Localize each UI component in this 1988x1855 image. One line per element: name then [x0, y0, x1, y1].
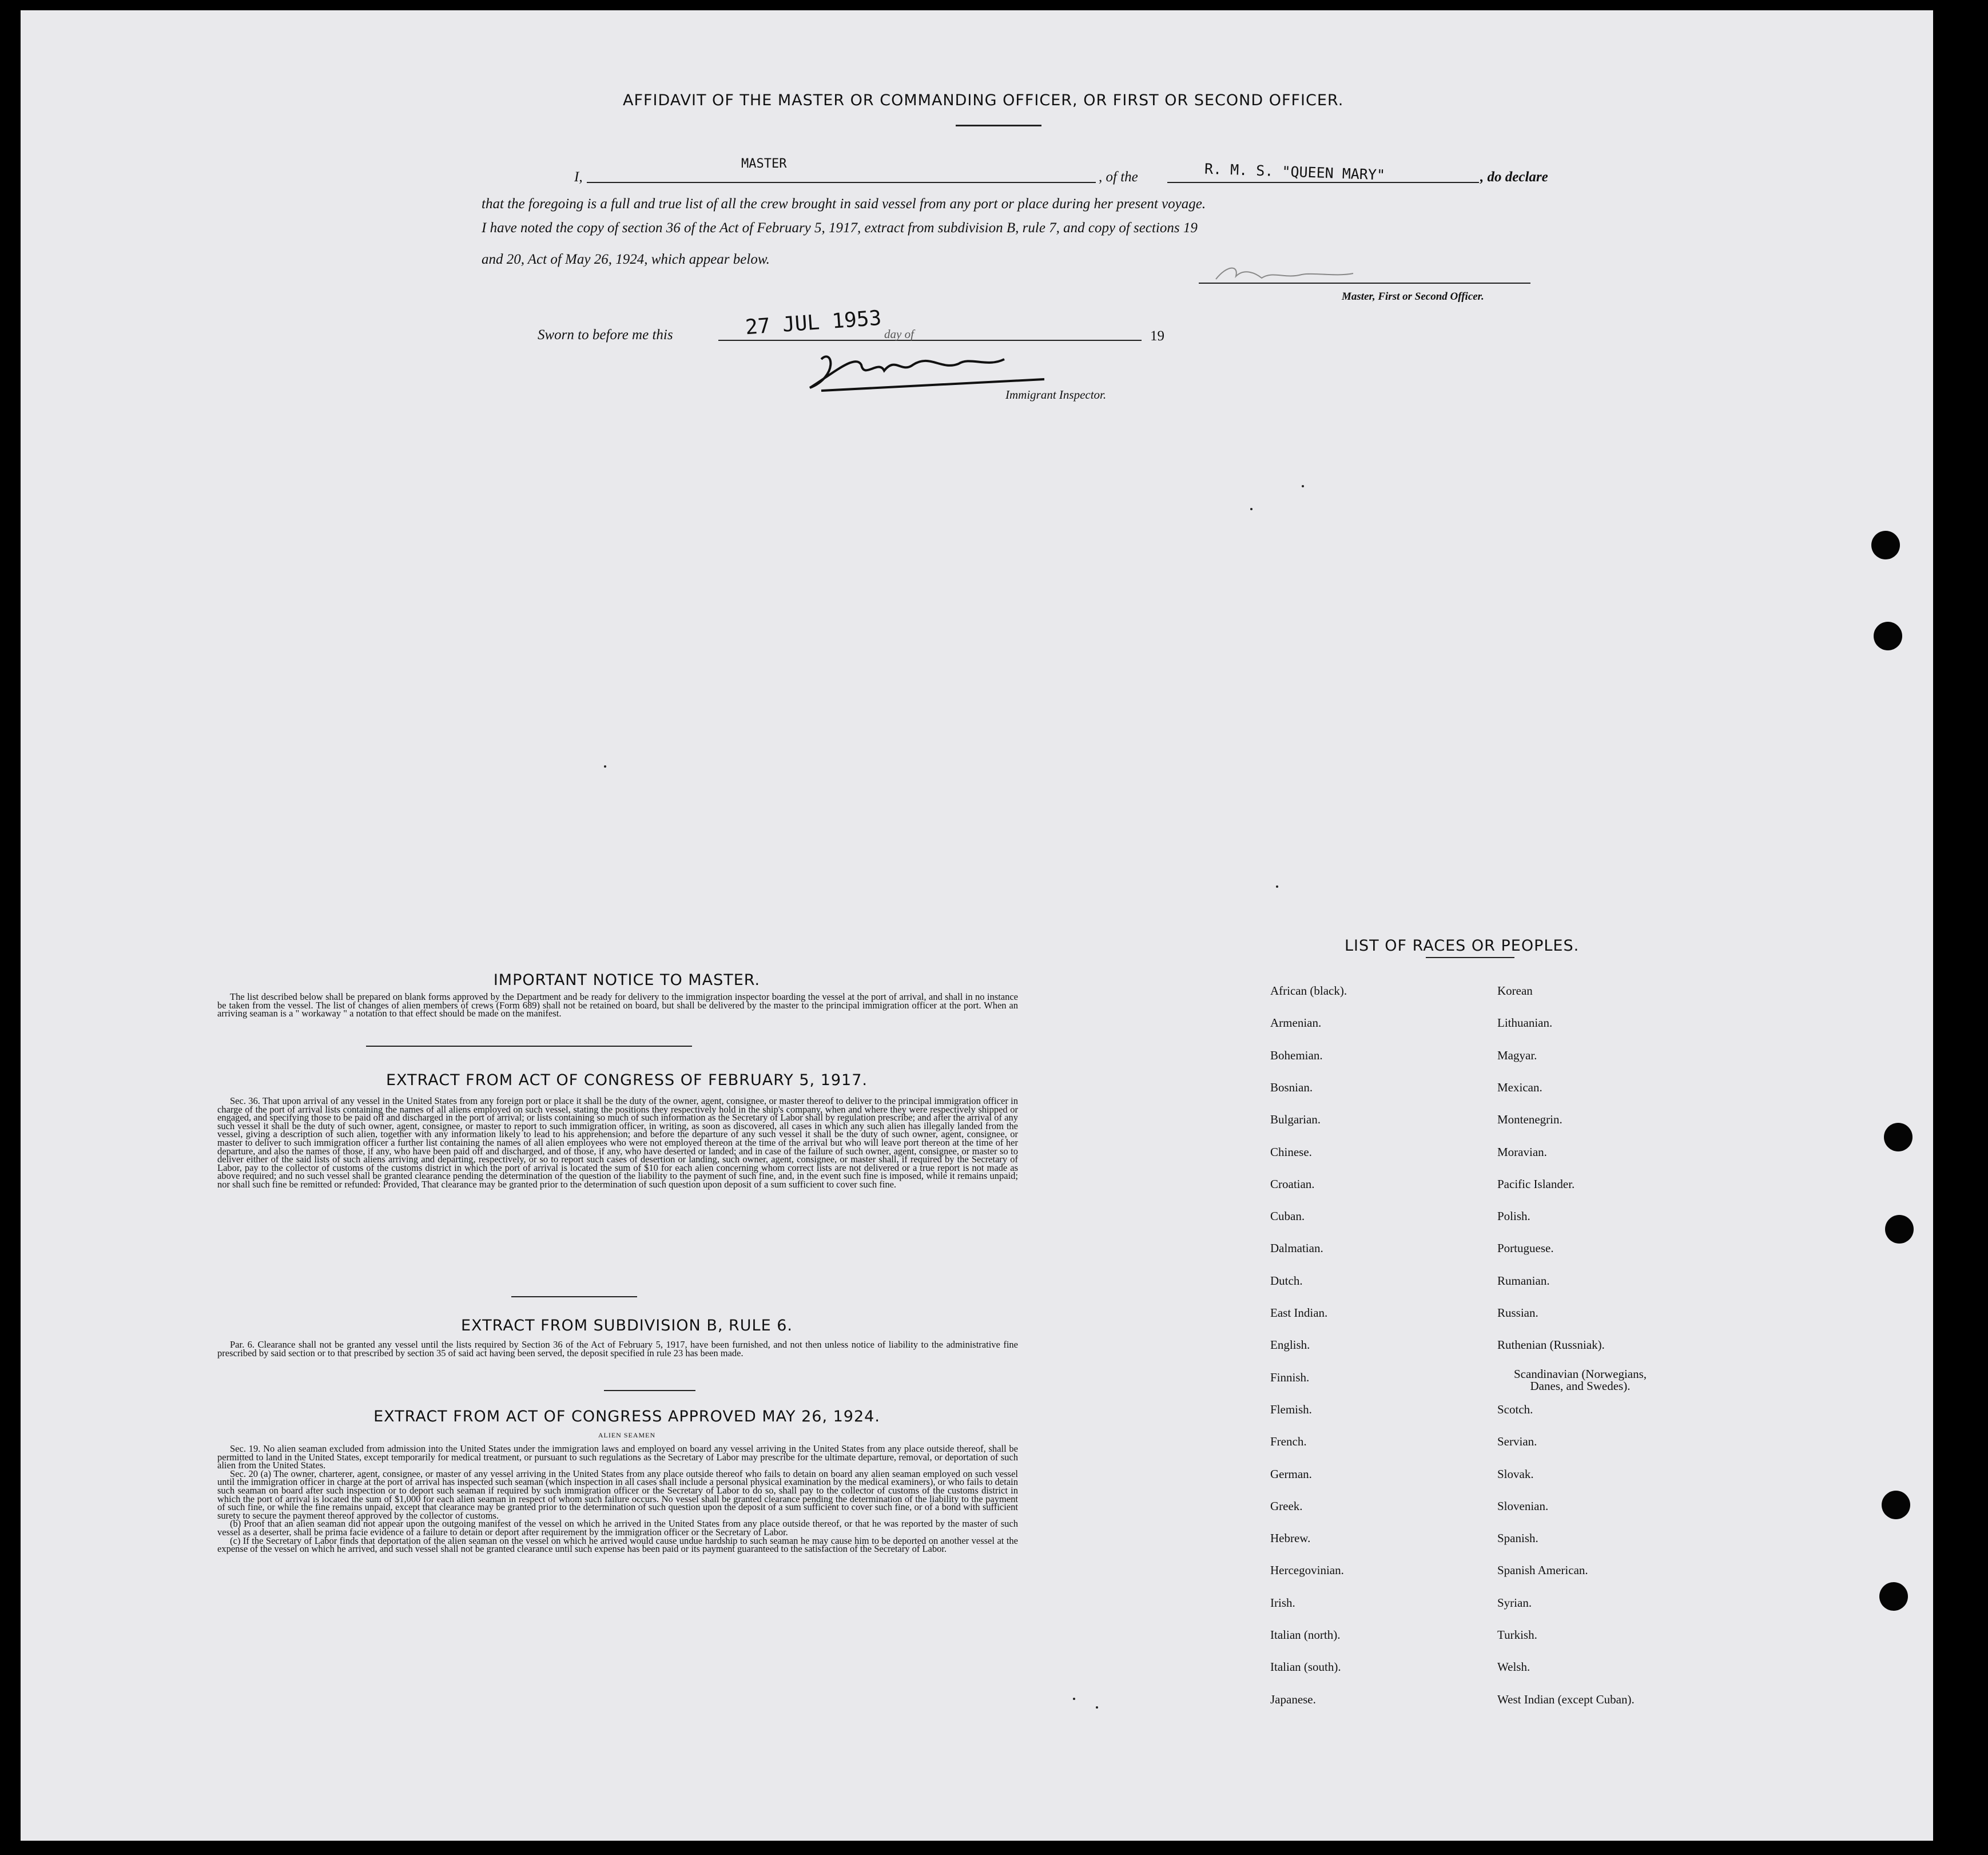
race-left-item: Dalmatian. — [1270, 1241, 1323, 1256]
race-left-item: English. — [1270, 1338, 1310, 1352]
extract-1917-heading: EXTRACT FROM ACT OF CONGRESS OF FEBRUARY 5, 1917. — [386, 1071, 868, 1089]
year-prefix: 19 — [1150, 328, 1164, 344]
race-right-item: Korean — [1497, 984, 1533, 998]
i-label: I, — [574, 169, 583, 185]
race-right-item: Welsh. — [1497, 1660, 1530, 1674]
race-right-item: Turkish. — [1497, 1628, 1537, 1642]
race-right-item: West Indian (except Cuban). — [1497, 1692, 1635, 1706]
race-left-item: African (black). — [1270, 984, 1347, 998]
race-left-item: Bulgarian. — [1270, 1113, 1321, 1127]
race-right-item: Pacific Islander. — [1497, 1177, 1575, 1191]
notice-body: The list described below shall be prepared on blank forms approved by the Department and be ready for delivery to the immigration inspector boarding the vessel at the port of arrival, and shall in no instance be taken from the vessel. The list of changes of alien members of crews (Form 689) shall not be retained on board, but shall be delivered by the master to the principal immigration officer at the port. When an arriving seaman is a " workaway " a notation to that effect should be made on the manifest. — [217, 991, 1018, 1019]
race-right-item: Scotch. — [1497, 1402, 1533, 1416]
notice-heading: IMPORTANT NOTICE TO MASTER. — [493, 971, 761, 989]
race-right-item: Montenegrin. — [1497, 1113, 1562, 1127]
punch-hole — [1879, 1582, 1908, 1611]
race-left-item: Japanese. — [1270, 1692, 1316, 1706]
notice-rule — [366, 1046, 692, 1047]
extract-1924-body: Sec. 19. No alien seaman excluded from admission into the United States under the immigration laws and employed on board any vessel arriving in the United States from any place outside thereof, shall be permitted to land in the United States, except temporarily for medical treatment, or pursuant to such regulations as the Secretary of Labor may prescribe for the ultimate departure, removal, or deportation of such alien from the United States. Sec. 20 (a) The owner, charterer, agent, consignee, or master of any vessel arriving in the United States from any place outside thereof who fails to detain on board any alien seaman employed on such vessel until the immigration officer in charge at the port of arrival has inspected such seaman (which inspection in all cases shall include a personal physical examination by the medical examiners), or who fails to detain such seaman on board after such inspection or to deport such seaman if required by such immigration officer or the Secretary of Labor to do so, shall pay to the collector of customs of the customs district in which the port of arrival is located the sum of $1,000 for each alien seaman in respect of whom such failure occurs. No vessel shall be granted clearance pending the determination of the liability to the payment of such fine, or while the fine remains unpaid, except that clearance may be granted prior to the determination of such question upon the deposit of a sum sufficient to cover such fine, or of a bond with sufficient surety to secure the payment thereof approved by the collector of customs. (b) Proof that an alien seaman did not appear upon the outgoing manifest of the vessel on which he arrived in the United States from any place outside thereof, or that he was reported by the master of such vessel as a deserter, shall be prima facie evidence of a failure to detain or deport after requirement by the immigration officer or the Secretary of Labor. (c) If the Secretary of Labor finds that deportation of the alien seaman on the vessel on which he arrived would cause undue hardship to such seaman he may cause him to be deported on another vessel at the expense of the vessel on which he arrived, and such vessel shall not be granted clearance until such expense has been paid or its payment guaranteed to the satisfaction of the Secretary of Labor. — [217, 1443, 1018, 1555]
race-right-item: Syrian. — [1497, 1595, 1532, 1610]
extract-1917-body: Sec. 36. That upon arrival of any vessel in the United States from any foreign port or place it shall be the duty of the owner, agent, consignee, or master thereof to deliver to the principal immigration officer in charge of the port of arrival lists containing the names of all aliens employed on such vessel, stating the positions they respectively hold in the ship's company, when and where they were respectively shipped or engaged, and specifying those to be paid off and discharged in the port of arrival; or lists containing so much of such information as the Secretary of Labor shall by regulation prescribe; and after the arrival of any such vessel it shall be the duty of such owner, agent, consignee, or master to report to such immigration officer, in writing, as soon as discovered, all cases in which any such alien has illegally landed from the vessel, giving a description of such alien, together with any information likely to lead to his apprehension; and before the departure of any such vessel it shall be the duty of such owner, agent, consignee, or master to deliver to such immigration officer a further list containing the names of all alien employees who were not employed thereon at the time of the arrival but who will leave port thereon at the time of her departure, and also the names of those, if any, who have been paid off and discharged, and of those, if any, who have deserted or landed; and in case of the failure of such owner, agent, consignee, or master so to deliver either of the said lists of such aliens arriving and departing, respectively, or so to report such cases of desertion or landing, such owner, agent, consignee, or master shall, if required by the Secretary of Labor, pay to the collector of customs of the customs district in which the port of arrival is located the sum of $10 for each alien concerning whom correct lists are not delivered or a true report is not made as above required; and no such vessel shall be granted clearance pending the determination of the question of the liability to the payment of such fine, and, in the event such fine is imposed, while it remains unpaid; nor shall such fine be remitted or refunded: Provided, That clearance may be granted prior to the determination of such question upon deposit of a sum sufficient to cover such fine. — [217, 1095, 1018, 1190]
race-left-item: Finnish. — [1270, 1370, 1310, 1384]
race-left-item: Cuban. — [1270, 1209, 1305, 1224]
race-right-item: Rumanian. — [1497, 1273, 1550, 1288]
affidavit-title: AFFIDAVIT OF THE MASTER OR COMMANDING OFFICER, OR FIRST OR SECOND OFFICER. — [623, 92, 1344, 109]
affidavit-text-line-2: I have noted the copy of section 36 of the Act of February 5, 1917, extract from subdivision B, rule 7, and copy of sections 19 — [482, 220, 1198, 236]
sworn-label: Sworn to before me this — [538, 327, 673, 343]
name-line — [587, 182, 1096, 183]
race-left-item: Flemish. — [1270, 1402, 1312, 1416]
vessel-line — [1167, 182, 1479, 183]
sworn-line — [718, 340, 1142, 341]
race-right-item: Slovenian. — [1497, 1499, 1549, 1513]
race-left-item: East Indian. — [1270, 1306, 1328, 1320]
race-right-item: Ruthenian (Russniak). — [1497, 1338, 1605, 1352]
race-right-item: Magyar. — [1497, 1048, 1537, 1062]
subdivision-b-heading: EXTRACT FROM SUBDIVISION B, RULE 6. — [461, 1317, 793, 1334]
race-right-item: Polish. — [1497, 1209, 1530, 1224]
race-right-item: Mexican. — [1497, 1080, 1542, 1094]
affidavit-text-line-1: that the foregoing is a full and true list of all the crew brought in said vessel from any port or place during her present voyage. — [482, 196, 1206, 212]
race-right-item: Lithuanian. — [1497, 1016, 1553, 1030]
race-left-item: Hercegovinian. — [1270, 1563, 1344, 1578]
race-right-item: Spanish American. — [1497, 1563, 1588, 1578]
race-left-item: Armenian. — [1270, 1016, 1322, 1030]
affidavit-text-line-3: and 20, Act of May 26, 1924, which appear below. — [482, 252, 770, 267]
officer-caption: Master, First or Second Officer. — [1342, 291, 1484, 303]
punch-hole — [1882, 1491, 1910, 1519]
race-right-item: Servian. — [1497, 1435, 1537, 1449]
race-left-item: Bohemian. — [1270, 1048, 1323, 1062]
title-rule — [956, 125, 1041, 126]
race-right-item: Russian. — [1497, 1306, 1538, 1320]
race-left-item: Italian (south). — [1270, 1660, 1341, 1674]
subdivision-b-rule — [604, 1390, 695, 1391]
races-rule — [1426, 957, 1514, 958]
of-the-label: , of the — [1099, 169, 1138, 185]
race-left-item: Croatian. — [1270, 1177, 1315, 1191]
date-stamp: 27 JUL 1953 — [744, 306, 882, 340]
punch-hole — [1885, 1215, 1914, 1244]
punch-hole — [1874, 622, 1902, 650]
races-heading: LIST OF RACES OR PEOPLES. — [1345, 937, 1580, 955]
extract-1924-heading: EXTRACT FROM ACT OF CONGRESS APPROVED MAY 26, 1924. — [373, 1408, 880, 1425]
punch-hole — [1871, 531, 1900, 559]
race-left-item: Chinese. — [1270, 1145, 1312, 1159]
officer-signature — [1210, 262, 1359, 288]
race-right-item: Slovak. — [1497, 1467, 1534, 1481]
race-right-item: Scandinavian (Norwegians, Danes, and Swedes). — [1513, 1367, 1647, 1393]
race-left-item: Hebrew. — [1270, 1531, 1311, 1546]
alien-seamen-subheading: ALIEN SEAMEN — [598, 1431, 656, 1439]
do-declare-label: , do declare — [1480, 169, 1548, 185]
race-left-item: Bosnian. — [1270, 1080, 1313, 1094]
race-left-item: German. — [1270, 1467, 1312, 1481]
rank-stamp: MASTER — [741, 157, 787, 171]
race-right-item: Spanish. — [1497, 1531, 1538, 1546]
document-page — [21, 10, 1933, 1841]
inspector-caption: Immigrant Inspector. — [1005, 388, 1107, 402]
race-left-item: Italian (north). — [1270, 1628, 1341, 1642]
race-left-item: Dutch. — [1270, 1273, 1303, 1288]
vessel-stamp: R. M. S. "QUEEN MARY" — [1204, 160, 1386, 184]
race-left-item: Irish. — [1270, 1595, 1295, 1610]
punch-hole — [1884, 1123, 1913, 1151]
race-right-item: Moravian. — [1497, 1145, 1547, 1159]
race-right-item: Portuguese. — [1497, 1241, 1554, 1256]
subdivision-b-body: Par. 6. Clearance shall not be granted any vessel until the lists required by Section 36 of the Act of February 5, 1917, have been furnished, and not then unless notice of liability to the administrative fine prescribed by said section or to that prescribed by section 35 of said act having been served, the deposit specified in rule 23 has been made. — [217, 1339, 1018, 1359]
day-of-label: day of — [884, 327, 914, 341]
race-left-item: Greek. — [1270, 1499, 1303, 1513]
extract-1917-rule — [511, 1296, 637, 1297]
race-left-item: French. — [1270, 1435, 1307, 1449]
